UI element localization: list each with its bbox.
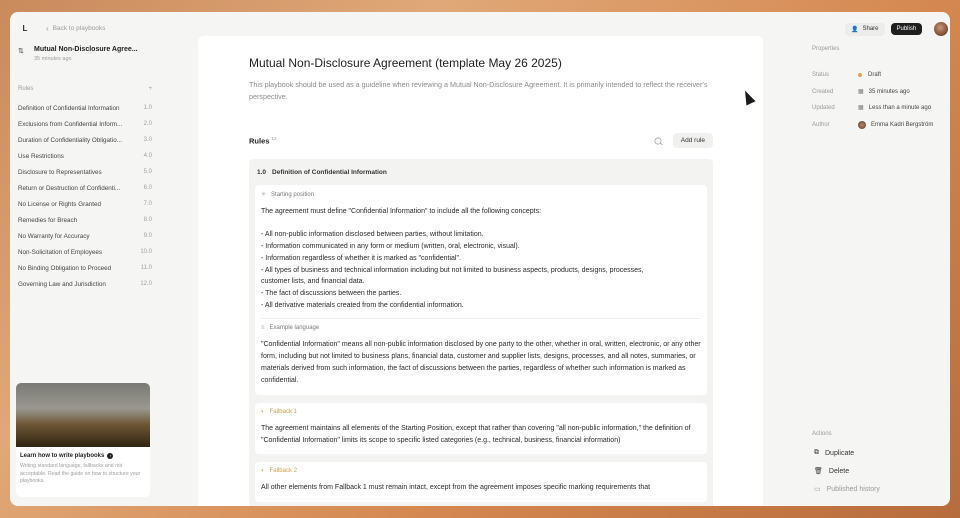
playbook-guide-card[interactable] — [16, 383, 150, 497]
rule-list-item[interactable] — [18, 164, 154, 180]
document-header[interactable] — [18, 46, 154, 62]
rule-item-label: Duration of Confidentiality Obligatio... — [18, 136, 122, 144]
back-to-playbooks-link[interactable] — [46, 24, 105, 33]
rule-item-label: No Warranty for Accuracy — [18, 232, 90, 240]
rule-list-item[interactable] — [18, 228, 154, 244]
rule-item-number: 6.0 — [143, 185, 152, 191]
rule-item-label: Definition of Confidential Information — [18, 104, 120, 112]
rule-item-number: 4.0 — [143, 153, 152, 159]
history-icon: ▭ — [814, 486, 821, 493]
example-language-text: "Confidential Information" means all non-public information disclosed by one party to the other, whether in oral, written, electronic, or any other form, including but not limited to business plans, financial data, customer and supplier lists, designs, processes, and all notes, summaries, or materials derived from such information, the fact of discussions between the parties, regardless of whether such information is marked as confidential. — [261, 341, 701, 384]
author-value: Emma Kadri Bergström — [871, 122, 934, 128]
app-logo[interactable]: L — [22, 23, 28, 33]
rule-list-item[interactable] — [18, 100, 154, 116]
starting-list-item: - All types of business and technical information including but not limited to business aspects, products, designs, processes, — [261, 266, 644, 274]
starting-list-item: customer lists, and financial data. — [261, 278, 365, 286]
history-label: Published history — [826, 485, 880, 493]
sidebar-topline — [18, 20, 154, 36]
rule-list-item[interactable] — [18, 196, 154, 212]
starting-list-item: - All derivative materials created from the confidential information. — [261, 302, 464, 310]
document-timestamp: 35 minutes ago — [34, 56, 72, 62]
rules-toolbar — [249, 133, 713, 148]
user-avatar[interactable] — [934, 22, 948, 36]
author-avatar — [858, 121, 866, 129]
rule-item-label: Use Restrictions — [18, 152, 64, 160]
starting-intro: The agreement must define "Confidential Information" to include all the following concepts: — [261, 208, 542, 215]
page-title[interactable]: Mutual Non-Disclosure Agreement (template May 26 2025) — [249, 56, 562, 70]
example-language-label — [261, 325, 701, 331]
rule-item-number: 7.0 — [143, 201, 152, 207]
starting-list-item: - Information regardless of whether it is marked as "confidential". — [261, 254, 461, 262]
duplicate-label: Duplicate — [825, 449, 855, 457]
starting-position-box[interactable] — [255, 185, 707, 395]
created-key: Created — [812, 88, 834, 95]
rule-item-label: Disclosure to Representatives — [18, 168, 102, 176]
published-history-button[interactable] — [814, 485, 880, 493]
rule-item-label: Non-Solicitation of Employees — [18, 248, 102, 256]
draft-status-dot-icon — [858, 73, 862, 77]
flag-icon: ✳ — [261, 192, 267, 198]
fallback-icon: ◐ — [261, 408, 265, 415]
document-title: Mutual Non-Disclosure Agree... — [34, 46, 138, 53]
rule-item-label: Governing Law and Jurisdiction — [18, 280, 106, 288]
search-icon[interactable] — [654, 137, 661, 144]
example-label-text: Example language — [269, 325, 320, 332]
guide-card-text: Writing standard language, fallbacks and not acceptable. Read the guide on how to structure your playbooks. — [20, 463, 141, 485]
chevron-left-icon: ‹ — [46, 23, 49, 33]
rule-item-number: 8.0 — [143, 217, 152, 223]
fallback-2-label — [261, 468, 701, 474]
rule-list-item[interactable] — [18, 260, 154, 276]
fallback-1-box[interactable] — [255, 403, 707, 455]
delete-button[interactable] — [814, 467, 849, 475]
delete-label: Delete — [828, 467, 850, 475]
fallback-2-label-text: Fallback 2 — [269, 468, 297, 475]
updated-property — [812, 104, 950, 111]
rule-item-number: 3.0 — [143, 137, 152, 143]
status-value-text: Draft — [868, 72, 882, 78]
guide-thumbnail-image — [16, 383, 150, 447]
rule-item-number: 12.0 — [140, 281, 152, 287]
rule-item-label: Exclusions from Confidential Inform... — [18, 120, 123, 128]
rule-list-item[interactable] — [18, 180, 154, 196]
duplicate-icon: ⧉ — [814, 449, 819, 456]
rules-toolbar-actions — [653, 133, 713, 148]
rule-item-label: No License or Rights Granted — [18, 200, 101, 208]
add-person-icon: 👤 — [851, 26, 859, 33]
author-property — [812, 121, 950, 129]
fallback-1-label — [261, 409, 701, 415]
rule-item-label: Return or Destruction of Confidenti... — [18, 184, 121, 192]
starting-list-item: - All non-public information disclosed between parties, without limitation. — [261, 230, 484, 238]
created-property — [812, 88, 950, 95]
rule-item-number: 10.0 — [140, 249, 152, 255]
properties-panel — [810, 12, 950, 506]
rule-number: 1.0 — [257, 168, 267, 176]
share-button[interactable] — [845, 23, 885, 36]
calendar-icon: ▦ — [858, 105, 864, 111]
properties-title: Properties — [812, 46, 840, 52]
rule-item-number: 1.0 — [143, 105, 152, 111]
rule-item-label: Remedies for Breach — [18, 216, 78, 224]
duplicate-button[interactable] — [814, 449, 854, 457]
rule-item-number: 2.0 — [143, 121, 152, 127]
rule-list-item[interactable] — [18, 132, 154, 148]
rule-item-number: 5.0 — [143, 169, 152, 175]
add-rule-icon[interactable]: + — [148, 86, 152, 92]
share-label: Share — [862, 26, 879, 32]
rule-list-item[interactable] — [18, 276, 154, 292]
starting-list — [261, 229, 701, 312]
playbook-editor — [198, 36, 763, 506]
rules-section-label: Rules — [18, 86, 34, 92]
guide-card-title — [16, 447, 150, 459]
fallback-1-text: The agreement maintains all elements of the Starting Position, except that rather than covering "all non-public information," the definition of "Confidential Information" limits its scope to specific listed categories (e.g., technical, business, financial information) — [261, 424, 691, 444]
rule-list-item[interactable] — [18, 212, 154, 228]
publish-button[interactable]: Publish — [891, 23, 923, 35]
arrow-right-icon: › — [107, 453, 113, 459]
sort-arrows-icon: ⇅ — [18, 48, 24, 55]
status-value[interactable] — [858, 72, 881, 78]
trash-icon: 🗑 — [814, 468, 823, 475]
page-description[interactable]: This playbook should be used as a guideline when reviewing a Mutual Non-Disclosure Agreement. It is primarily intended to reflect the receiver's perspective. — [249, 80, 708, 101]
updated-value: Less than a minute ago — [868, 104, 932, 111]
rule-card-header — [255, 159, 707, 185]
rule-item-number: 11.0 — [140, 265, 152, 271]
back-label: Back to playbooks — [52, 24, 106, 32]
rules-count: 12 — [271, 135, 277, 141]
rule-item-label: No Binding Obligation to Proceed — [18, 264, 112, 272]
status-key: Status — [812, 72, 830, 78]
fallback-icon: ◐ — [261, 468, 265, 475]
guide-title-text: Learn how to write playbooks — [20, 453, 105, 459]
rule-item-number: 9.0 — [143, 233, 152, 239]
rule-list — [18, 100, 154, 292]
status-property — [812, 72, 950, 78]
author-key: Author — [812, 122, 830, 128]
add-rule-button[interactable]: Add rule — [673, 133, 713, 148]
rules-heading — [249, 136, 276, 146]
rule-title[interactable]: Definition of Confidential Information — [272, 168, 387, 176]
top-toolbar — [845, 22, 948, 36]
updated-key: Updated — [812, 104, 835, 111]
fallback-1-label-text: Fallback 1 — [269, 408, 297, 415]
rules-heading-text: Rules — [249, 136, 270, 146]
calendar-icon: ▦ — [858, 89, 864, 95]
text-lines-icon: ≡ — [261, 325, 265, 332]
rule-list-item[interactable] — [18, 244, 154, 260]
starting-position-label — [261, 191, 701, 198]
rule-list-item[interactable] — [18, 148, 154, 164]
created-value: 35 minutes ago — [868, 88, 910, 95]
starting-list-item: - The fact of discussions between the parties. — [261, 290, 402, 298]
rule-card — [249, 159, 713, 506]
rules-section-header — [18, 86, 154, 92]
rule-list-item[interactable] — [18, 116, 154, 132]
starting-label-text: Starting position — [271, 191, 315, 198]
sidebar — [10, 12, 162, 506]
fallback-2-box[interactable] — [255, 462, 707, 502]
starting-list-item: - Information communicated in any form or medium (written, oral, electronic, visual). — [261, 242, 520, 250]
actions-title: Actions — [812, 431, 832, 437]
fallback-2-text: All other elements from Fallback 1 must remain intact, except from the agreement imposes specific marking requirements that — [261, 484, 651, 492]
app-window — [10, 12, 950, 506]
